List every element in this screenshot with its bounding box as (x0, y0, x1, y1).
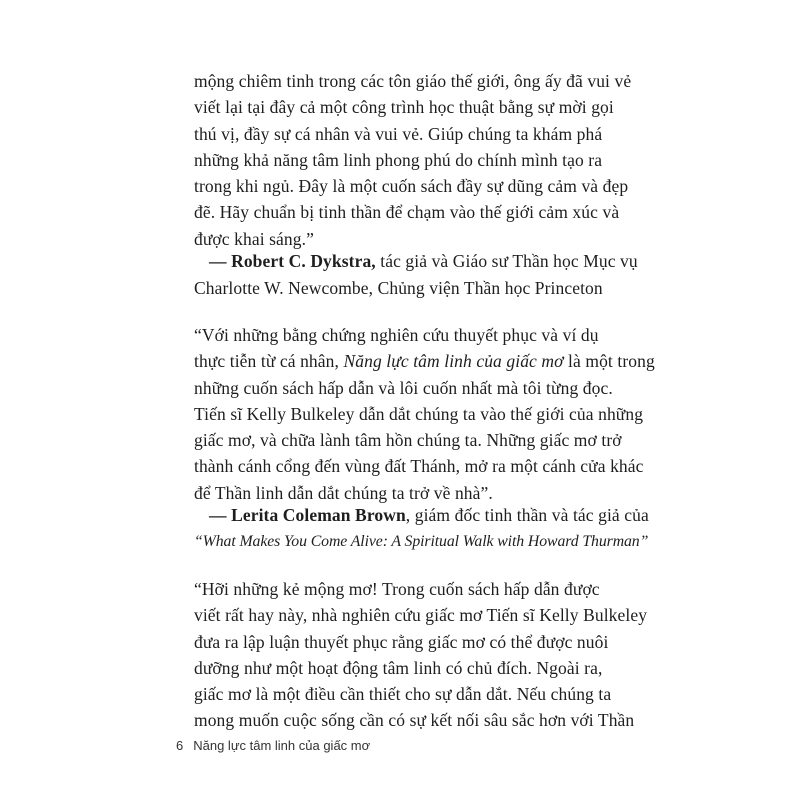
quote-1-line: được khai sáng.” (194, 228, 314, 249)
quote-1-line: mộng chiêm tinh trong các tôn giáo thế giới, ông ấy đã vui vẻ (194, 71, 632, 91)
quote-1-line: viết lại tại đây cả một công trình học thuật bằng sự mời gọi (194, 97, 614, 118)
attribution-book-title: “What Makes You Come Alive: A Spiritual Walk with Howard Thurman” (194, 532, 649, 550)
quote-1-line: những khả năng tâm linh phong phú do chính mình tạo ra (194, 149, 603, 170)
attribution-name: Lerita Coleman Brown (231, 505, 406, 525)
quote-1-line: thú vị, đầy sự cá nhân và vui vẻ. Giúp chúng ta khám phá (194, 123, 603, 144)
quote-2-line (194, 348, 655, 374)
page-number: 6 (176, 738, 184, 753)
quote-3-line: dưỡng như một hoạt động tâm linh có chủ đích. Ngoài ra, (194, 657, 603, 678)
quote-1 (194, 68, 632, 252)
quote-2-line: Tiến sĩ Kelly Bulkeley dẫn dắt chúng ta vào thế giới của những (194, 403, 644, 424)
attribution-dash: — (209, 251, 232, 271)
quote-2-text: là một trong (563, 351, 655, 372)
quote-3-line: mong muốn cuộc sống cần có sự kết nối sâu sắc hơn với Thần (194, 710, 635, 731)
page-footer (176, 738, 370, 753)
quote-1-attribution (194, 248, 638, 301)
attribution-dash: — (209, 505, 232, 525)
quote-1-line: trong khi ngủ. Đây là một cuốn sách đầy sự dũng cảm và đẹp (194, 176, 629, 197)
quote-3-line: “Hỡi những kẻ mộng mơ! Trong cuốn sách hấp dẫn được (194, 579, 600, 599)
quote-2-line: thành cánh cổng đến vùng đất Thánh, mở ra một cánh cửa khác (194, 456, 644, 477)
book-title-italic: Năng lực tâm linh của giấc mơ (343, 351, 564, 372)
quote-2-line: giấc mơ, và chữa lành tâm hồn chúng ta. Những giấc mơ trở (194, 430, 622, 451)
quote-2-text: thực tiễn từ cá nhân, (194, 351, 344, 372)
quote-2 (194, 322, 655, 506)
attribution-role: , giám đốc tinh thần và tác giả của (405, 505, 649, 525)
quote-3-line: đưa ra lập luận thuyết phục rằng giấc mơ có thể được nuôi (194, 631, 609, 652)
quote-1-line: đẽ. Hãy chuẩn bị tinh thần để chạm vào thế giới cảm xúc và (194, 202, 620, 223)
quote-2-attribution (194, 502, 649, 555)
running-title: Năng lực tâm linh của giấc mơ (193, 738, 371, 753)
attribution-name: Robert C. Dykstra, (231, 251, 376, 271)
quote-3-line: viết rất hay này, nhà nghiên cứu giấc mơ Tiến sĩ Kelly Bulkeley (194, 605, 648, 626)
attribution-affiliation: Charlotte W. Newcombe, Chủng viện Thần học Princeton (194, 277, 603, 298)
quote-3-line: giấc mơ là một điều cần thiết cho sự dẫn dắt. Nếu chúng ta (194, 684, 612, 705)
quote-3 (194, 576, 648, 734)
quote-2-line: những cuốn sách hấp dẫn và lôi cuốn nhất mà tôi từng đọc. (194, 377, 613, 398)
quote-2-line: “Với những bằng chứng nghiên cứu thuyết phục và ví dụ (194, 325, 599, 345)
quote-2-line: để Thần linh dẫn dắt chúng ta trở về nhà”. (194, 482, 493, 503)
attribution-role: tác giả và Giáo sư Thần học Mục vụ (375, 251, 638, 271)
